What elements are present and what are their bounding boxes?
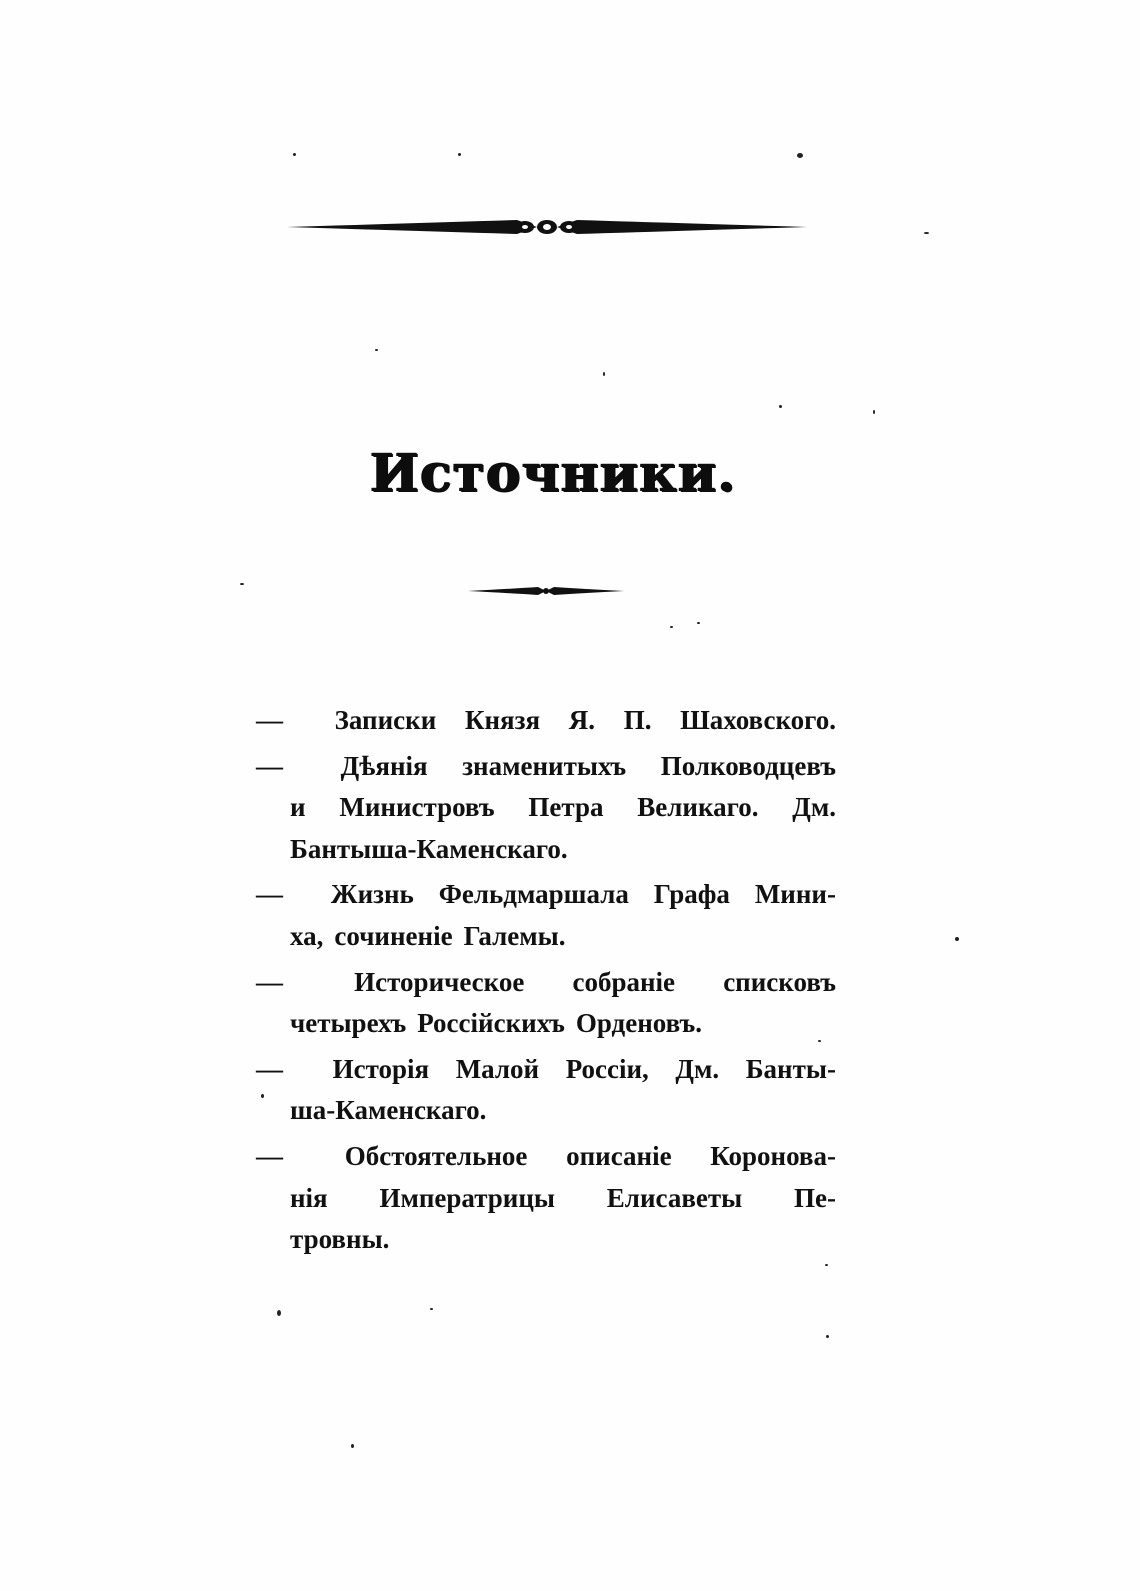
entry-dash: — [256, 705, 283, 735]
entry-word: ха, [290, 920, 324, 951]
entry-word: Жизнь [330, 879, 414, 910]
entry-dash: — [256, 1140, 283, 1171]
entry-word: Пе- [794, 1182, 836, 1213]
print-speck [430, 1308, 433, 1310]
entry-line [256, 916, 836, 958]
entry-line [256, 1178, 836, 1220]
entry-word: Россіи, [565, 1053, 649, 1084]
source-entry [256, 1049, 836, 1132]
entry-word: собраніе [572, 966, 676, 997]
entry-word: тровны. [290, 1224, 390, 1255]
entry-word: Графа [653, 879, 730, 910]
source-entry [256, 1136, 836, 1261]
entry-dash: — [256, 966, 283, 997]
entry-word: сочиненіе [334, 920, 453, 951]
print-speck [293, 153, 296, 156]
entry-word: знаменитыхъ [462, 750, 627, 781]
print-speck [697, 622, 700, 624]
entry-word: нія [290, 1182, 328, 1213]
print-speck [924, 232, 929, 234]
entry-word: Князя [464, 705, 541, 735]
entry-dash: — [256, 750, 283, 781]
entry-word: Записки [334, 705, 437, 735]
entry-word: Шаховского. [680, 705, 836, 735]
entry-word: Историческое [354, 966, 525, 997]
entry-line [256, 962, 836, 1004]
print-speck [240, 583, 244, 585]
entry-word: Россійскихъ [417, 1008, 565, 1039]
print-speck [603, 372, 605, 376]
entry-word: Императрицы [379, 1182, 556, 1213]
entry-word: Исторія [332, 1053, 430, 1084]
print-speck [375, 349, 378, 351]
entry-word: Петра [528, 792, 604, 823]
entry-word: Коронова- [710, 1140, 836, 1171]
print-speck [826, 1335, 829, 1338]
print-speck [670, 626, 673, 628]
entry-line [256, 829, 836, 871]
entry-word: Обстоятельное [344, 1140, 528, 1171]
page-heading: Источники. [370, 443, 737, 504]
ornamental-rule-top [287, 214, 807, 240]
entry-line [256, 1219, 836, 1261]
print-speck [955, 937, 959, 941]
entry-word: Фельдмаршала [438, 879, 629, 910]
sources-list [256, 700, 836, 1265]
entry-word: ша-Каменскаго. [290, 1095, 487, 1126]
entry-dash: — [256, 1053, 283, 1084]
source-entry [256, 874, 836, 957]
entry-word: Банты- [745, 1053, 836, 1084]
print-speck [797, 153, 803, 158]
print-speck [873, 410, 875, 414]
entry-word: Дѣянія [340, 750, 428, 781]
entry-word: Великаго. [637, 792, 759, 823]
entry-word: Министровъ [339, 792, 495, 823]
entry-word: Я. [568, 705, 596, 735]
entry-line [256, 1049, 836, 1091]
entry-word: Мини- [754, 879, 836, 910]
entry-line [256, 746, 836, 788]
source-entry [256, 700, 836, 742]
entry-word: четырехъ [290, 1008, 407, 1039]
entry-word: списковъ [723, 966, 836, 997]
entry-word: Бантыша-Каменскаго. [290, 833, 568, 864]
entry-line [256, 1003, 836, 1045]
entry-word: П. [623, 705, 652, 735]
print-speck [351, 1444, 354, 1448]
entry-line [256, 874, 836, 916]
entry-dash: — [256, 879, 283, 910]
entry-word: и [290, 792, 306, 823]
source-entry [256, 746, 836, 871]
entry-word: Дм. [675, 1053, 720, 1084]
print-speck [277, 1310, 281, 1316]
entry-line [256, 700, 836, 742]
entry-word: Полководцевъ [660, 750, 836, 781]
ornamental-rule-middle [468, 582, 624, 600]
entry-word: Дм. [792, 792, 836, 823]
entry-word: Галемы. [463, 920, 566, 951]
entry-line [256, 1136, 836, 1178]
entry-word: Елисаветы [606, 1182, 743, 1213]
entry-word: описаніе [566, 1140, 672, 1171]
entry-word: Орденовъ. [575, 1008, 702, 1039]
entry-line [256, 1090, 836, 1132]
entry-word: Малой [455, 1053, 540, 1084]
print-speck [458, 153, 461, 156]
print-speck [779, 405, 782, 408]
source-entry [256, 962, 836, 1045]
entry-line [256, 787, 836, 829]
